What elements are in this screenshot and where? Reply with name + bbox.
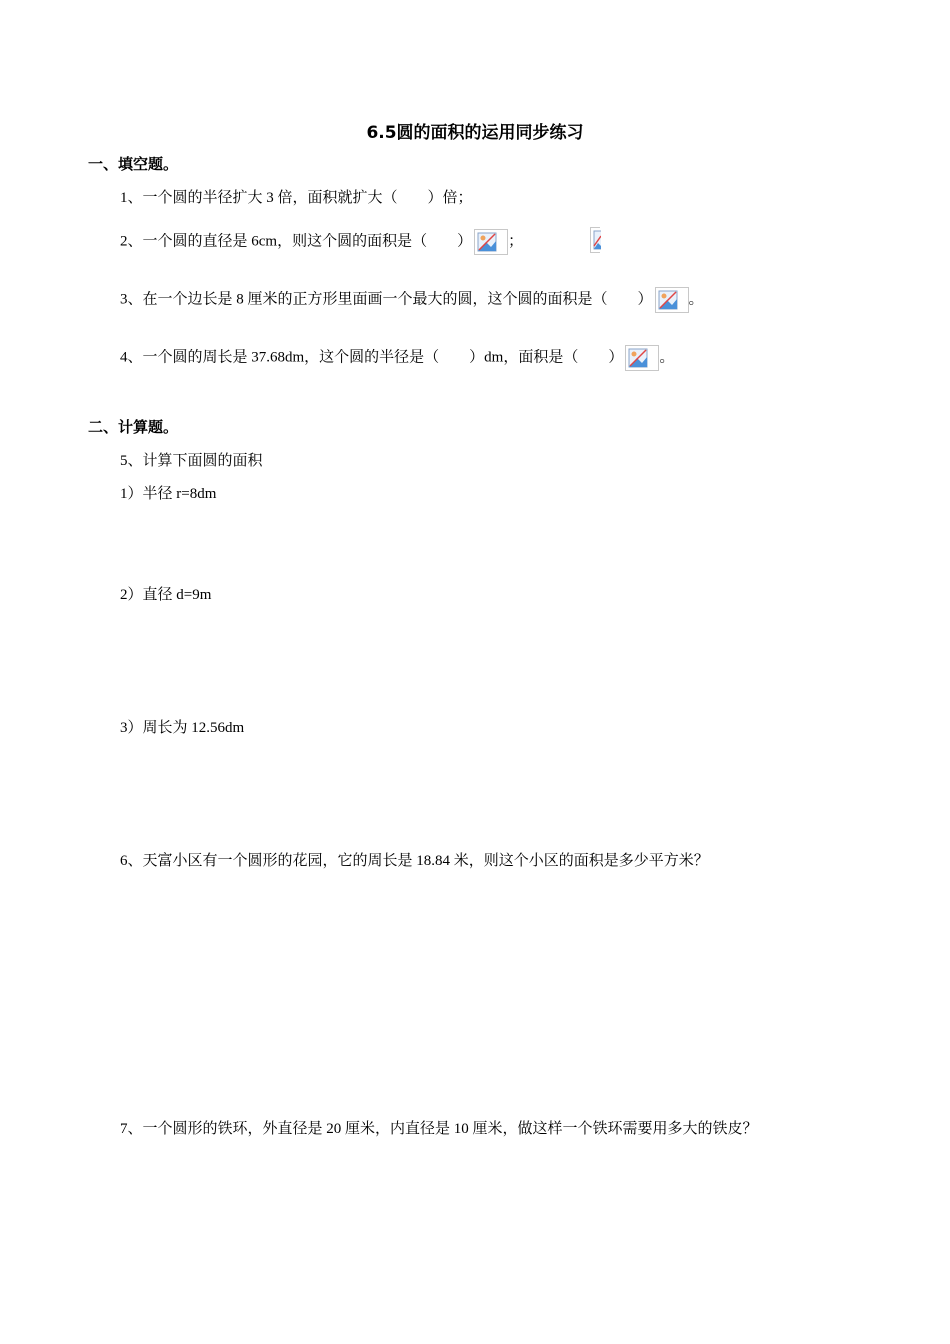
question-2-tail: ； — [508, 233, 524, 250]
question-7: 7、一个圆形的铁环，外直径是 20 厘米，内直径是 10 厘米，做这样一个铁环需要用多大的铁皮？ — [120, 1121, 758, 1137]
question-3-tail: 。 — [688, 291, 704, 308]
broken-image-icon-partial — [590, 227, 600, 253]
broken-image-icon — [474, 229, 508, 255]
section-fill-in-heading: 一、填空题。 — [88, 155, 179, 173]
question-5-sub-3: 3）周长为 12.56dm — [120, 720, 245, 736]
question-5: 5、计算下面圆的面积 — [120, 453, 263, 469]
question-2-text: 2、一个圆的直径是 6cm，则这个圆的面积是（ ） — [120, 233, 473, 250]
question-3 — [120, 287, 704, 313]
question-1: 1、一个圆的半径扩大 3 倍，面积就扩大（ ）倍； — [120, 190, 473, 206]
question-5-sub-1: 1）半径 r=8dm — [120, 486, 217, 502]
question-6: 6、天富小区有一个圆形的花园，它的周长是 18.84 米，则这个小区的面积是多少平方米？ — [120, 853, 709, 869]
page-title: 6.5圆的面积的运用同步练习 — [366, 123, 584, 143]
broken-image-icon — [625, 345, 659, 371]
section-calculation-heading: 二、计算题。 — [88, 418, 179, 436]
question-4 — [120, 345, 674, 371]
question-2 — [120, 229, 523, 255]
question-4-text: 4、一个圆的周长是 37.68dm，这个圆的半径是（ ）dm，面积是（ ） — [120, 349, 624, 366]
question-4-tail: 。 — [659, 349, 675, 366]
question-3-text: 3、在一个边长是 8 厘米的正方形里面画一个最大的圆，这个圆的面积是（ ） — [120, 291, 653, 308]
question-5-sub-2: 2）直径 d=9m — [120, 587, 212, 603]
broken-image-icon — [655, 287, 689, 313]
